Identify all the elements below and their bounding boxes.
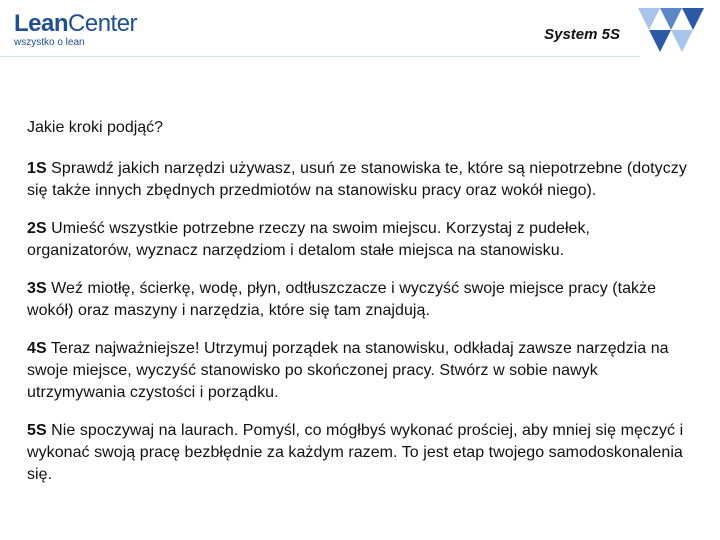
logo-wordmark: [14, 12, 137, 36]
triangles-decoration-icon: [620, 0, 720, 60]
triangle-shape: [649, 30, 671, 52]
step-text: Teraz najważniejsze! Utrzymuj porządek na stanowisku, odkładaj zawsze narzędzia na swoje miejsce, wyczyść stanowisko po skończonej pracy. Stwórz w sobie nawyk utrzymywania czystości i porządku.: [27, 340, 669, 401]
step-text: Nie spoczywaj na laurach. Pomyśl, co mógłbyś wykonać prościej, aby mniej się męczyć i wykonać swoją pracę bezbłędnie za każdym razem. To jest etap twojego samodoskonalenia się.: [27, 422, 684, 483]
section-title: Jakie kroki podjąć?: [27, 119, 164, 136]
leancenter-logo: [14, 12, 137, 48]
logo-text-regular: Center: [68, 10, 138, 37]
header: [0, 0, 720, 60]
triangle-shape: [682, 8, 704, 30]
step-number: 1S: [27, 160, 47, 177]
step-1: [27, 158, 697, 202]
step-number: 3S: [27, 280, 47, 297]
step-4: [27, 338, 697, 404]
step-text: Weź miotłę, ścierkę, wodę, płyn, odtłuszczacze i wyczyść swoje miejsce pracy (także wokół) oraz maszyny i narzędzia, które się tam znajdują.: [27, 280, 657, 319]
step-number: 2S: [27, 220, 47, 237]
page-title: System 5S: [544, 26, 620, 43]
main-content: [27, 118, 697, 502]
step-5: [27, 420, 697, 486]
step-text: Umieść wszystkie potrzebne rzeczy na swoim miejscu. Korzystaj z pudełek, organizatorów, wyznacz narzędziom i detalom stałe miejsca na stanowisku.: [27, 220, 591, 259]
step-text: Sprawdź jakich narzędzi używasz, usuń ze stanowiska te, które są niepotrzebne (dotyczy się także innych zbędnych przedmiotów na stanowisku pracy oraz wokół niego).: [27, 160, 687, 199]
triangle-shape: [671, 30, 693, 52]
header-divider: [0, 56, 640, 57]
step-number: 5S: [27, 422, 47, 439]
step-2: [27, 218, 697, 262]
logo-text-bold: Lean: [14, 10, 69, 37]
step-number: 4S: [27, 340, 47, 357]
logo-tagline: wszystko o lean: [14, 37, 85, 48]
step-3: [27, 278, 697, 322]
